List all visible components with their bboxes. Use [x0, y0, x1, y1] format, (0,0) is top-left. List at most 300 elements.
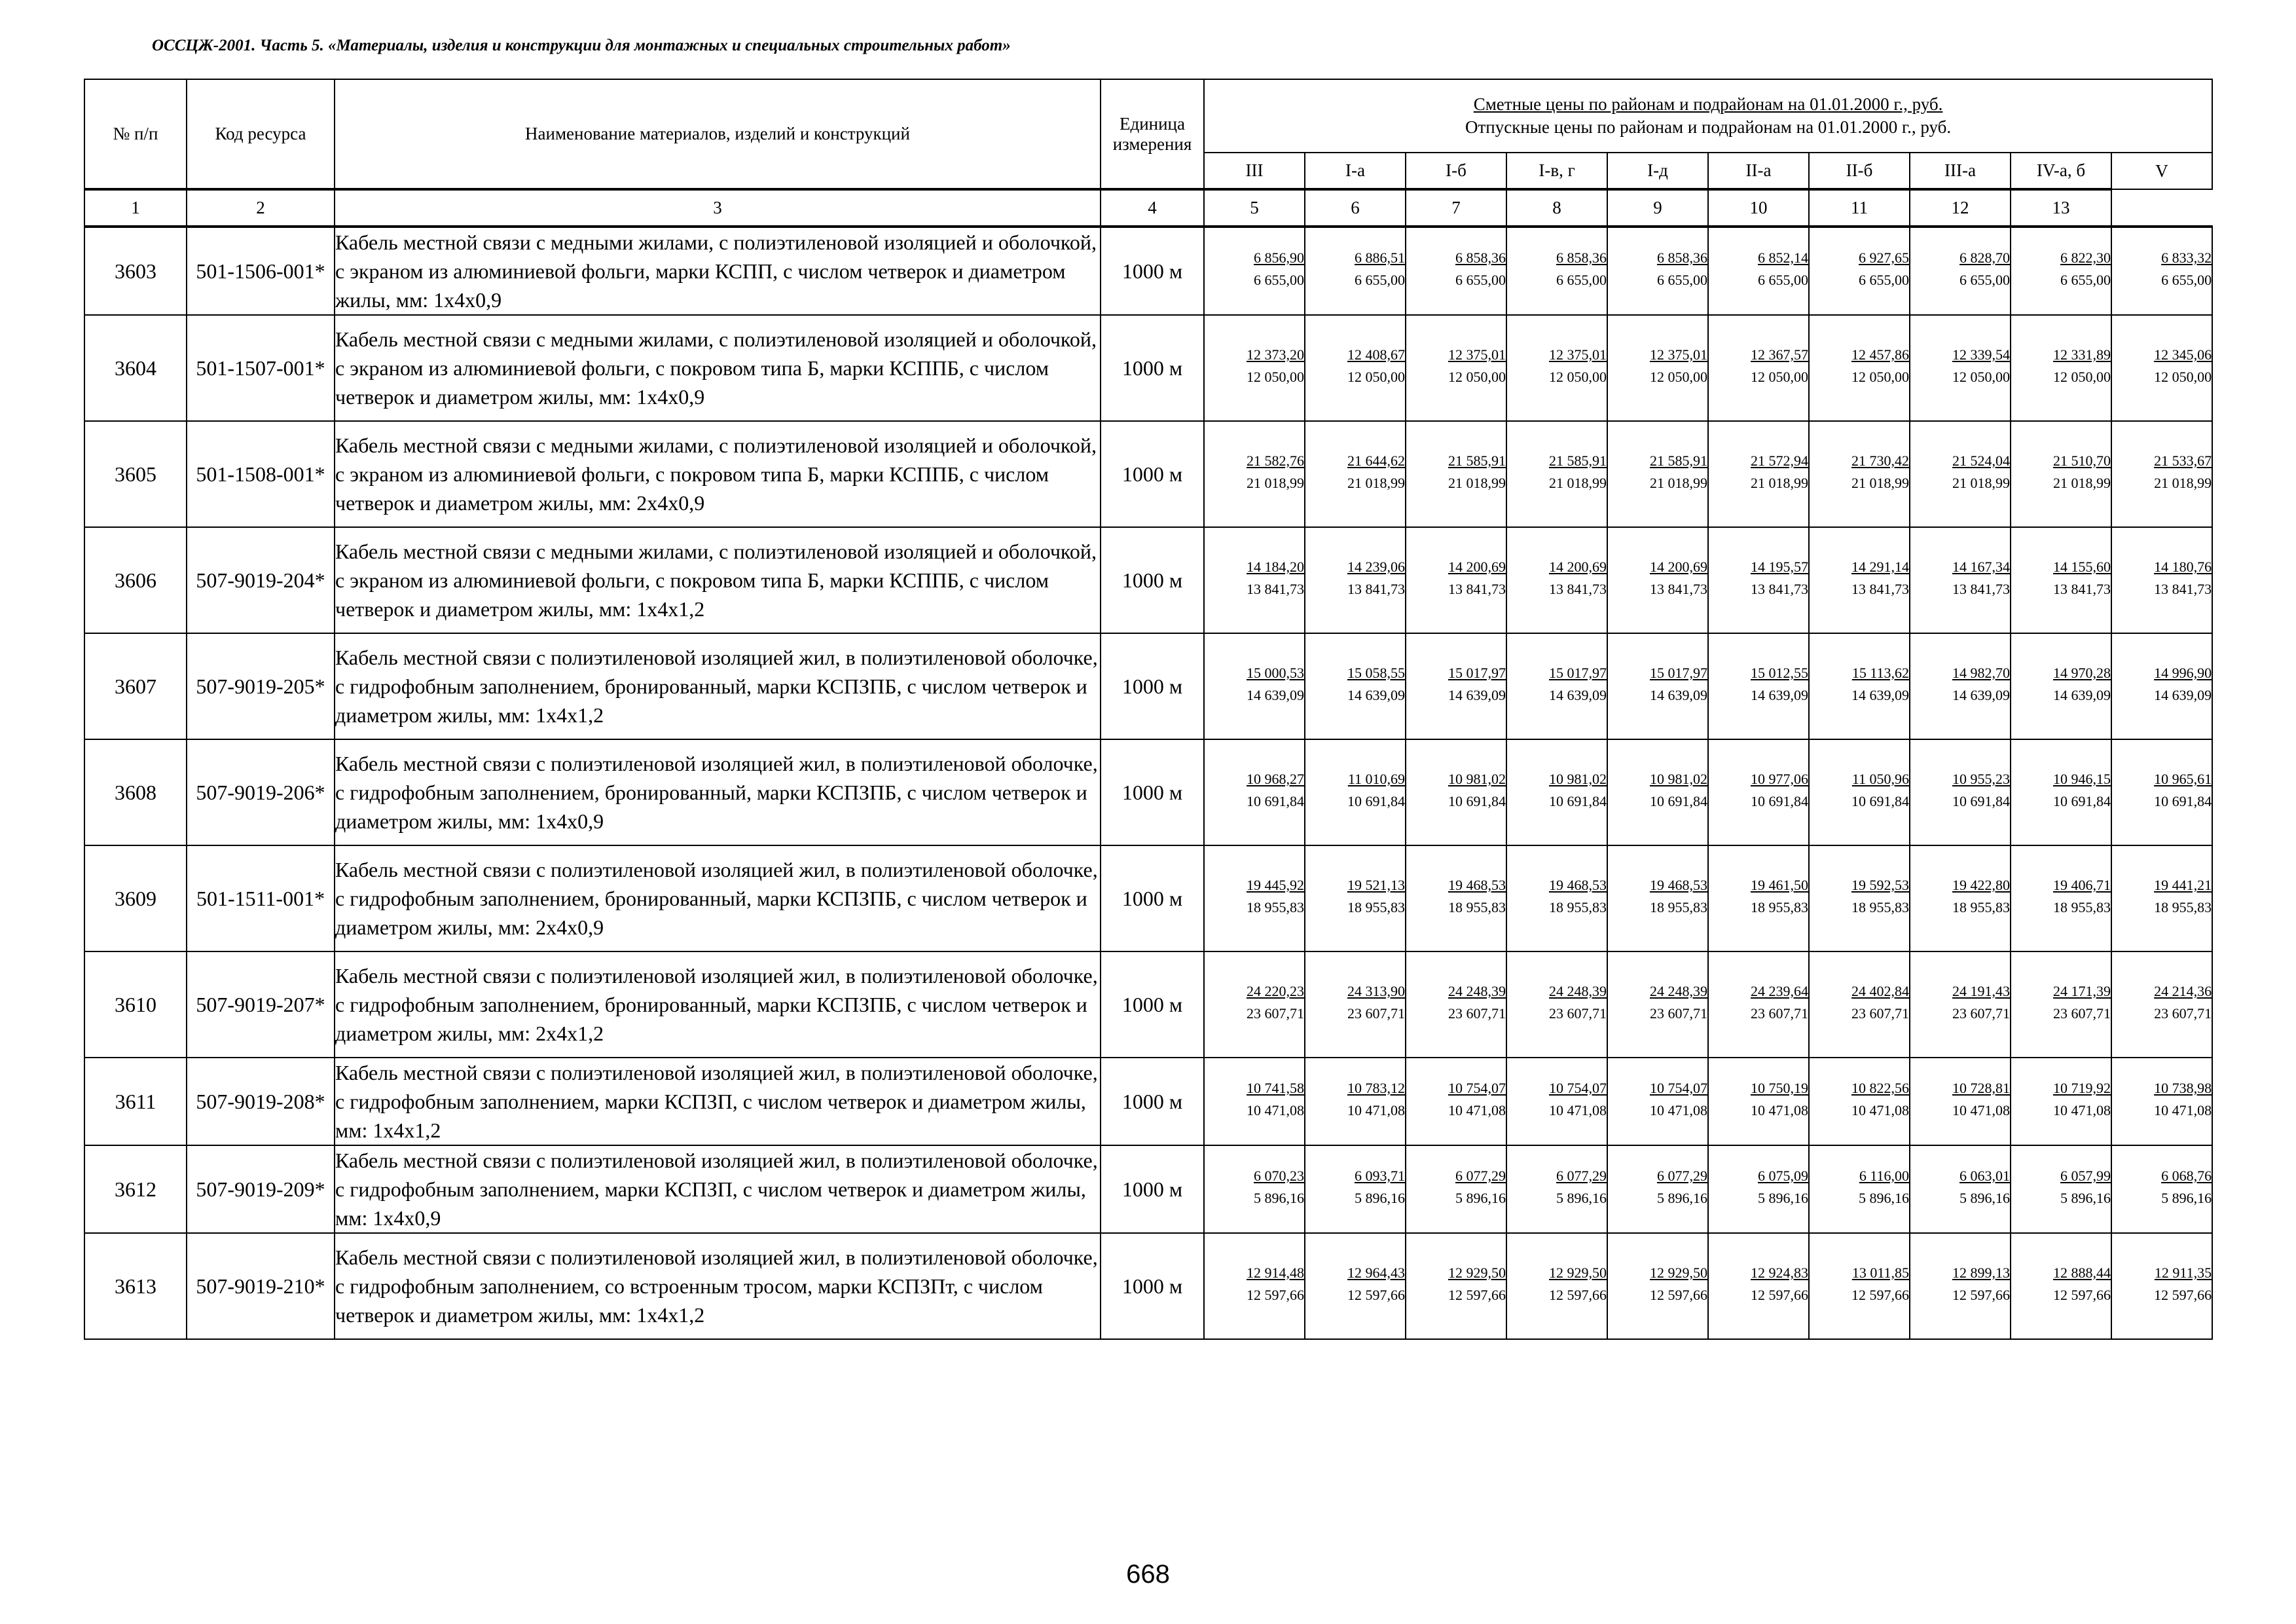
release-price: 18 955,83: [1851, 899, 1909, 915]
material-name: Кабель местной связи с полиэтиленовой изоляцией жил, в полиэтиленовой оболочке, с гидрофобным заполнением, бронированный, марки КСПЗПБ, с числом четверок и диаметром жилы, мм: 1х4х0,9: [335, 739, 1101, 845]
estimate-price: 12 457,86: [1851, 346, 1909, 363]
price-cell: [1204, 315, 1305, 421]
material-name: Кабель местной связи с полиэтиленовой изоляцией жил, в полиэтиленовой оболочке, с гидрофобным заполнением, со встроенным тросом, марки КСПЗПт, с числом четверок и диаметром жилы, мм: 1х4х1,2: [335, 1233, 1101, 1339]
estimate-price: 14 155,60: [2053, 559, 2111, 575]
row-number: 3613: [84, 1233, 187, 1339]
estimate-price: 12 964,43: [1347, 1264, 1405, 1281]
resource-code: 507-9019-210*: [187, 1233, 335, 1339]
price-cell: [1406, 227, 1506, 315]
unit-of-measure: 1000 м: [1101, 1233, 1204, 1339]
estimate-price: 12 911,35: [2154, 1264, 2212, 1281]
release-price: 5 896,16: [1657, 1190, 1707, 1206]
price-cell: [1607, 421, 1708, 527]
estimate-price: 11 050,96: [1851, 771, 1909, 787]
release-price: 12 597,66: [1448, 1287, 1506, 1303]
release-price: 5 896,16: [1254, 1190, 1304, 1206]
estimate-price: 6 077,29: [1657, 1168, 1707, 1184]
row-number: 3609: [84, 845, 187, 951]
region-header: V: [2111, 153, 2212, 189]
resource-code: 507-9019-209*: [187, 1145, 335, 1233]
price-cell: [1809, 633, 1910, 739]
release-price: 10 471,08: [2053, 1102, 2111, 1118]
column-number: 1: [84, 189, 187, 227]
estimate-price: 15 000,53: [1247, 665, 1304, 681]
price-cell: [1506, 315, 1607, 421]
release-price: 10 691,84: [1549, 793, 1607, 809]
price-cell: [1204, 421, 1305, 527]
release-price: 13 841,73: [2053, 581, 2111, 597]
price-cell: [1305, 1233, 1406, 1339]
release-price: 13 841,73: [1448, 581, 1506, 597]
estimate-price: 12 367,57: [1751, 346, 1808, 363]
price-cell: [1305, 633, 1406, 739]
release-price: 23 607,71: [1549, 1005, 1607, 1022]
estimate-price: 14 996,90: [2154, 665, 2212, 681]
estimate-price: 24 248,39: [1549, 983, 1607, 999]
release-price: 12 050,00: [2053, 369, 2111, 385]
price-cell: [1506, 227, 1607, 315]
price-cell: [2111, 1145, 2212, 1233]
release-price: 14 639,09: [1650, 687, 1707, 703]
estimate-price: 12 929,50: [1448, 1264, 1506, 1281]
estimate-price: 12 929,50: [1549, 1264, 1607, 1281]
estimate-price: 6 077,29: [1556, 1168, 1607, 1184]
release-price: 5 896,16: [1355, 1190, 1405, 1206]
resource-code: 507-9019-206*: [187, 739, 335, 845]
estimate-price: 12 375,01: [1448, 346, 1506, 363]
estimate-price: 15 113,62: [1851, 665, 1909, 681]
price-cell: [1708, 1058, 1809, 1145]
price-cell: [1406, 845, 1506, 951]
release-price: 12 597,66: [1751, 1287, 1808, 1303]
header-unit: Единица измерения: [1101, 79, 1204, 189]
release-price: 18 955,83: [1650, 899, 1707, 915]
estimate-price: 21 524,04: [1952, 452, 2010, 469]
estimate-price: 11 010,69: [1347, 771, 1405, 787]
release-price: 18 955,83: [1347, 899, 1405, 915]
price-cell: [1708, 1145, 1809, 1233]
region-header: II-а: [1708, 153, 1809, 189]
release-price: 6 655,00: [1254, 272, 1304, 288]
price-cell: [1406, 633, 1506, 739]
row-number: 3606: [84, 527, 187, 633]
release-price: 10 471,08: [1549, 1102, 1607, 1118]
estimate-price: 24 171,39: [2053, 983, 2111, 999]
material-name: Кабель местной связи с полиэтиленовой изоляцией жил, в полиэтиленовой оболочке, с гидрофобным заполнением, марки КСПЗП, с числом четверок и диаметром жилы, мм: 1х4х0,9: [335, 1145, 1101, 1233]
price-cell: [1607, 739, 1708, 845]
release-price: 21 018,99: [1851, 475, 1909, 491]
price-cell: [2111, 1233, 2212, 1339]
estimate-price: 15 012,55: [1751, 665, 1808, 681]
release-price: 18 955,83: [1549, 899, 1607, 915]
unit-of-measure: 1000 м: [1101, 1058, 1204, 1145]
estimate-price: 6 927,65: [1859, 249, 1909, 266]
estimate-price: 14 184,20: [1247, 559, 1304, 575]
column-number: 8: [1506, 189, 1607, 227]
estimate-price: 10 750,19: [1751, 1080, 1808, 1096]
table-row: [84, 1145, 2212, 1233]
estimate-price: 6 057,99: [2060, 1168, 2111, 1184]
release-price: 21 018,99: [1549, 475, 1607, 491]
release-price: 10 471,08: [1751, 1102, 1808, 1118]
price-cell: [1506, 527, 1607, 633]
release-price: 5 896,16: [1959, 1190, 2010, 1206]
release-price: 13 841,73: [1347, 581, 1405, 597]
price-cell: [1506, 845, 1607, 951]
release-price: 21 018,99: [2053, 475, 2111, 491]
resource-code: 507-9019-208*: [187, 1058, 335, 1145]
estimate-price: 12 375,01: [1650, 346, 1707, 363]
estimate-price: 21 585,91: [1650, 452, 1707, 469]
estimate-price: 21 582,76: [1247, 452, 1304, 469]
price-cell: [1406, 1233, 1506, 1339]
material-name: Кабель местной связи с медными жилами, с полиэтиленовой изоляцией и оболочкой, с экраном из алюминиевой фольги, с покровом типа Б, марки КСППБ, с числом четверок и диаметром жилы, мм: 1х4х1,2: [335, 527, 1101, 633]
estimate-price: 14 195,57: [1751, 559, 1808, 575]
release-price: 23 607,71: [2053, 1005, 2111, 1022]
price-cell: [2011, 1145, 2111, 1233]
region-header: III: [1204, 153, 1305, 189]
estimate-price: 6 858,36: [1556, 249, 1607, 266]
release-price: 12 597,66: [1347, 1287, 1405, 1303]
release-price: 21 018,99: [2154, 475, 2212, 491]
estimate-price: 19 461,50: [1751, 877, 1808, 893]
estimate-price: 12 375,01: [1549, 346, 1607, 363]
estimate-price: 10 981,02: [1448, 771, 1506, 787]
release-price: 13 841,73: [1650, 581, 1707, 597]
price-cell: [1204, 633, 1305, 739]
estimate-price: 12 914,48: [1247, 1264, 1304, 1281]
header-prices: [1204, 79, 2212, 153]
estimate-price: 6 886,51: [1355, 249, 1405, 266]
release-price: 12 050,00: [1347, 369, 1405, 385]
release-price: 6 655,00: [1859, 272, 1909, 288]
release-price: 12 597,66: [2053, 1287, 2111, 1303]
estimate-price: 10 822,56: [1851, 1080, 1909, 1096]
estimate-price: 15 017,97: [1448, 665, 1506, 681]
price-cell: [1204, 845, 1305, 951]
price-cell: [2011, 315, 2111, 421]
estimate-price: 24 248,39: [1448, 983, 1506, 999]
price-cell: [2011, 1233, 2111, 1339]
estimate-price: 21 730,42: [1851, 452, 1909, 469]
estimate-price: 10 738,98: [2154, 1080, 2212, 1096]
estimate-price: 14 982,70: [1952, 665, 2010, 681]
release-price: 12 050,00: [1851, 369, 1909, 385]
price-cell: [1809, 315, 1910, 421]
row-number: 3603: [84, 227, 187, 315]
column-number: 10: [1708, 189, 1809, 227]
estimate-price: 12 408,67: [1347, 346, 1405, 363]
release-price: 21 018,99: [1247, 475, 1304, 491]
price-cell: [1305, 227, 1406, 315]
price-cell: [1305, 1145, 1406, 1233]
release-price: 12 050,00: [1650, 369, 1707, 385]
running-head: ОССЦЖ-2001. Часть 5. «Материалы, изделия и конструкции для монтажных и специальных строительных работ»: [152, 37, 1011, 54]
release-price: 23 607,71: [2154, 1005, 2212, 1022]
estimate-price: 12 373,20: [1247, 346, 1304, 363]
release-price: 5 896,16: [1556, 1190, 1607, 1206]
release-price: 12 050,00: [2154, 369, 2212, 385]
unit-of-measure: 1000 м: [1101, 527, 1204, 633]
estimate-price: 21 572,94: [1751, 452, 1808, 469]
price-cell: [1506, 421, 1607, 527]
estimate-price: 15 017,97: [1650, 665, 1707, 681]
release-price: 6 655,00: [2060, 272, 2111, 288]
region-header: I-д: [1607, 153, 1708, 189]
estimate-price: 21 585,91: [1448, 452, 1506, 469]
release-price: 10 691,84: [1851, 793, 1909, 809]
price-cell: [2011, 421, 2111, 527]
row-number: 3605: [84, 421, 187, 527]
row-number: 3608: [84, 739, 187, 845]
estimate-price: 24 239,64: [1751, 983, 1808, 999]
header-num: № п/п: [84, 79, 187, 189]
release-price: 18 955,83: [1751, 899, 1808, 915]
estimate-price: 10 981,02: [1650, 771, 1707, 787]
price-cell: [1708, 951, 1809, 1058]
release-price: 18 955,83: [1247, 899, 1304, 915]
price-cell: [1708, 527, 1809, 633]
price-cell: [1910, 1145, 2011, 1233]
price-cell: [1910, 1233, 2011, 1339]
estimate-price: 6 856,90: [1254, 249, 1304, 266]
release-price: 14 639,09: [1851, 687, 1909, 703]
column-number: 4: [1101, 189, 1204, 227]
unit-of-measure: 1000 м: [1101, 421, 1204, 527]
estimate-price: 12 888,44: [2053, 1264, 2111, 1281]
release-price: 13 841,73: [2154, 581, 2212, 597]
price-cell: [1809, 1058, 1910, 1145]
region-header: I-а: [1305, 153, 1406, 189]
release-price: 14 639,09: [1952, 687, 2010, 703]
estimate-price: 14 200,69: [1650, 559, 1707, 575]
price-cell: [1708, 739, 1809, 845]
estimate-price: 21 644,62: [1347, 452, 1405, 469]
price-cell: [1607, 845, 1708, 951]
release-price: 6 655,00: [1355, 272, 1405, 288]
estimate-price: 6 068,76: [2161, 1168, 2212, 1184]
price-cell: [1708, 227, 1809, 315]
estimate-price: 10 719,92: [2053, 1080, 2111, 1096]
release-price: 12 597,66: [1650, 1287, 1707, 1303]
price-cell: [1607, 315, 1708, 421]
resource-code: 507-9019-207*: [187, 951, 335, 1058]
release-price: 14 639,09: [1751, 687, 1808, 703]
release-price: 10 471,08: [1851, 1102, 1909, 1118]
price-cell: [1204, 1145, 1305, 1233]
price-cell: [1809, 951, 1910, 1058]
row-number: 3604: [84, 315, 187, 421]
price-cell: [1910, 527, 2011, 633]
release-price: 13 841,73: [1952, 581, 2010, 597]
estimate-price: 14 200,69: [1448, 559, 1506, 575]
resource-code: 501-1506-001*: [187, 227, 335, 315]
release-price: 18 955,83: [2053, 899, 2111, 915]
column-number: 12: [1910, 189, 2011, 227]
release-price: 10 691,84: [1247, 793, 1304, 809]
table-row: [84, 1233, 2212, 1339]
release-price: 12 050,00: [1952, 369, 2010, 385]
row-number: 3612: [84, 1145, 187, 1233]
estimate-price: 19 422,80: [1952, 877, 2010, 893]
table-body: [84, 189, 2212, 1339]
release-price: 23 607,71: [1751, 1005, 1808, 1022]
estimate-price: 6 093,71: [1355, 1168, 1405, 1184]
estimate-price: 13 011,85: [1851, 1264, 1909, 1281]
release-price: 12 050,00: [1549, 369, 1607, 385]
release-price: 10 691,84: [1448, 793, 1506, 809]
price-cell: [2111, 421, 2212, 527]
release-price: 18 955,83: [1448, 899, 1506, 915]
price-cell: [1506, 1233, 1607, 1339]
price-cell: [1809, 1233, 1910, 1339]
release-price: 21 018,99: [1952, 475, 2010, 491]
release-price: 10 691,84: [1952, 793, 2010, 809]
price-cell: [1607, 527, 1708, 633]
material-name: Кабель местной связи с медными жилами, с полиэтиленовой изоляцией и оболочкой, с экраном из алюминиевой фольги, с покровом типа Б, марки КСППБ, с числом четверок и диаметром жилы, мм: 2х4х0,9: [335, 421, 1101, 527]
price-cell: [1910, 421, 2011, 527]
price-cell: [2111, 227, 2212, 315]
estimate-price: 15 058,55: [1347, 665, 1405, 681]
release-price: 12 597,66: [1851, 1287, 1909, 1303]
price-cell: [1506, 1058, 1607, 1145]
release-price: 10 691,84: [1650, 793, 1707, 809]
estimate-price: 21 585,91: [1549, 452, 1607, 469]
column-number: 11: [1809, 189, 1910, 227]
unit-of-measure: 1000 м: [1101, 633, 1204, 739]
price-cell: [2011, 227, 2111, 315]
price-cell: [1910, 739, 2011, 845]
table-row: [84, 227, 2212, 315]
estimate-price: 24 220,23: [1247, 983, 1304, 999]
price-cell: [2111, 633, 2212, 739]
header-prices-estimate: Сметные цены по районам и подрайонам на 01.01.2000 г., руб.: [1473, 94, 1943, 114]
unit-of-measure: 1000 м: [1101, 315, 1204, 421]
price-cell: [1204, 527, 1305, 633]
resource-code: 501-1508-001*: [187, 421, 335, 527]
estimate-price: 12 899,13: [1952, 1264, 2010, 1281]
price-cell: [1506, 739, 1607, 845]
price-cell: [1809, 739, 1910, 845]
release-price: 6 655,00: [2161, 272, 2212, 288]
material-name: Кабель местной связи с медными жилами, с полиэтиленовой изоляцией и оболочкой, с экраном из алюминиевой фольги, марки КСПП, с числом четверок и диаметром жилы, мм: 1х4х0,9: [335, 227, 1101, 315]
release-price: 21 018,99: [1448, 475, 1506, 491]
material-name: Кабель местной связи с полиэтиленовой изоляцией жил, в полиэтиленовой оболочке, с гидрофобным заполнением, марки КСПЗП, с числом четверок и диаметром жилы, мм: 1х4х1,2: [335, 1058, 1101, 1145]
price-cell: [1910, 227, 2011, 315]
estimate-price: 10 728,81: [1952, 1080, 2010, 1096]
price-cell: [1305, 739, 1406, 845]
price-cell: [2011, 527, 2111, 633]
release-price: 14 639,09: [1549, 687, 1607, 703]
release-price: 5 896,16: [1859, 1190, 1909, 1206]
unit-of-measure: 1000 м: [1101, 845, 1204, 951]
price-cell: [1910, 633, 2011, 739]
price-cell: [1305, 951, 1406, 1058]
release-price: 5 896,16: [1758, 1190, 1808, 1206]
estimate-price: 6 858,36: [1455, 249, 1506, 266]
price-cell: [1305, 527, 1406, 633]
price-cell: [1708, 315, 1809, 421]
page-number: 668: [1126, 1560, 1170, 1589]
release-price: 12 050,00: [1247, 369, 1304, 385]
price-cell: [1204, 1233, 1305, 1339]
estimate-price: 10 946,15: [2053, 771, 2111, 787]
release-price: 10 691,84: [2053, 793, 2111, 809]
column-number: 6: [1305, 189, 1406, 227]
price-cell: [1910, 845, 2011, 951]
release-price: 6 655,00: [1959, 272, 2010, 288]
price-cell: [2011, 951, 2111, 1058]
release-price: 13 841,73: [1751, 581, 1808, 597]
row-number: 3611: [84, 1058, 187, 1145]
estimate-price: 21 510,70: [2053, 452, 2111, 469]
unit-of-measure: 1000 м: [1101, 1145, 1204, 1233]
price-cell: [2111, 845, 2212, 951]
estimate-price: 6 116,00: [1859, 1168, 1909, 1184]
table-row: [84, 1058, 2212, 1145]
resource-code: 501-1511-001*: [187, 845, 335, 951]
release-price: 14 639,09: [2053, 687, 2111, 703]
release-price: 10 691,84: [2154, 793, 2212, 809]
estimate-price: 14 200,69: [1549, 559, 1607, 575]
region-header: IV-а, б: [2011, 153, 2111, 189]
price-cell: [2111, 527, 2212, 633]
estimate-price: 14 167,34: [1952, 559, 2010, 575]
estimate-price: 24 402,84: [1851, 983, 1909, 999]
price-cell: [1910, 951, 2011, 1058]
unit-of-measure: 1000 м: [1101, 739, 1204, 845]
price-cell: [1506, 633, 1607, 739]
release-price: 12 597,66: [1247, 1287, 1304, 1303]
header-code: Код ресурса: [187, 79, 335, 189]
release-price: 12 050,00: [1448, 369, 1506, 385]
release-price: 23 607,71: [1347, 1005, 1405, 1022]
estimate-price: 6 077,29: [1455, 1168, 1506, 1184]
price-cell: [1204, 227, 1305, 315]
estimate-price: 19 468,53: [1448, 877, 1506, 893]
estimate-price: 12 339,54: [1952, 346, 2010, 363]
release-price: 21 018,99: [1650, 475, 1707, 491]
price-cell: [1204, 1058, 1305, 1145]
price-cell: [1305, 315, 1406, 421]
column-number: 5: [1204, 189, 1305, 227]
price-cell: [1809, 227, 1910, 315]
estimate-price: 12 345,06: [2154, 346, 2212, 363]
release-price: 23 607,71: [1448, 1005, 1506, 1022]
estimate-price: 10 977,06: [1751, 771, 1808, 787]
estimate-price: 10 754,07: [1549, 1080, 1607, 1096]
price-cell: [1708, 845, 1809, 951]
price-cell: [1305, 845, 1406, 951]
release-price: 21 018,99: [1347, 475, 1405, 491]
region-header: I-в, г: [1506, 153, 1607, 189]
release-price: 14 639,09: [1347, 687, 1405, 703]
release-price: 18 955,83: [2154, 899, 2212, 915]
price-cell: [1809, 527, 1910, 633]
price-cell: [2111, 1058, 2212, 1145]
estimate-price: 10 783,12: [1347, 1080, 1405, 1096]
estimate-price: 10 754,07: [1448, 1080, 1506, 1096]
table-row: [84, 633, 2212, 739]
release-price: 10 471,08: [1247, 1102, 1304, 1118]
release-price: 5 896,16: [2060, 1190, 2111, 1206]
price-cell: [2111, 951, 2212, 1058]
release-price: 6 655,00: [1758, 272, 1808, 288]
release-price: 14 639,09: [1247, 687, 1304, 703]
row-number: 3607: [84, 633, 187, 739]
estimate-price: 14 239,06: [1347, 559, 1405, 575]
header-prices-release: Отпускные цены по районам и подрайонам на 01.01.2000 г., руб.: [1465, 117, 1952, 137]
